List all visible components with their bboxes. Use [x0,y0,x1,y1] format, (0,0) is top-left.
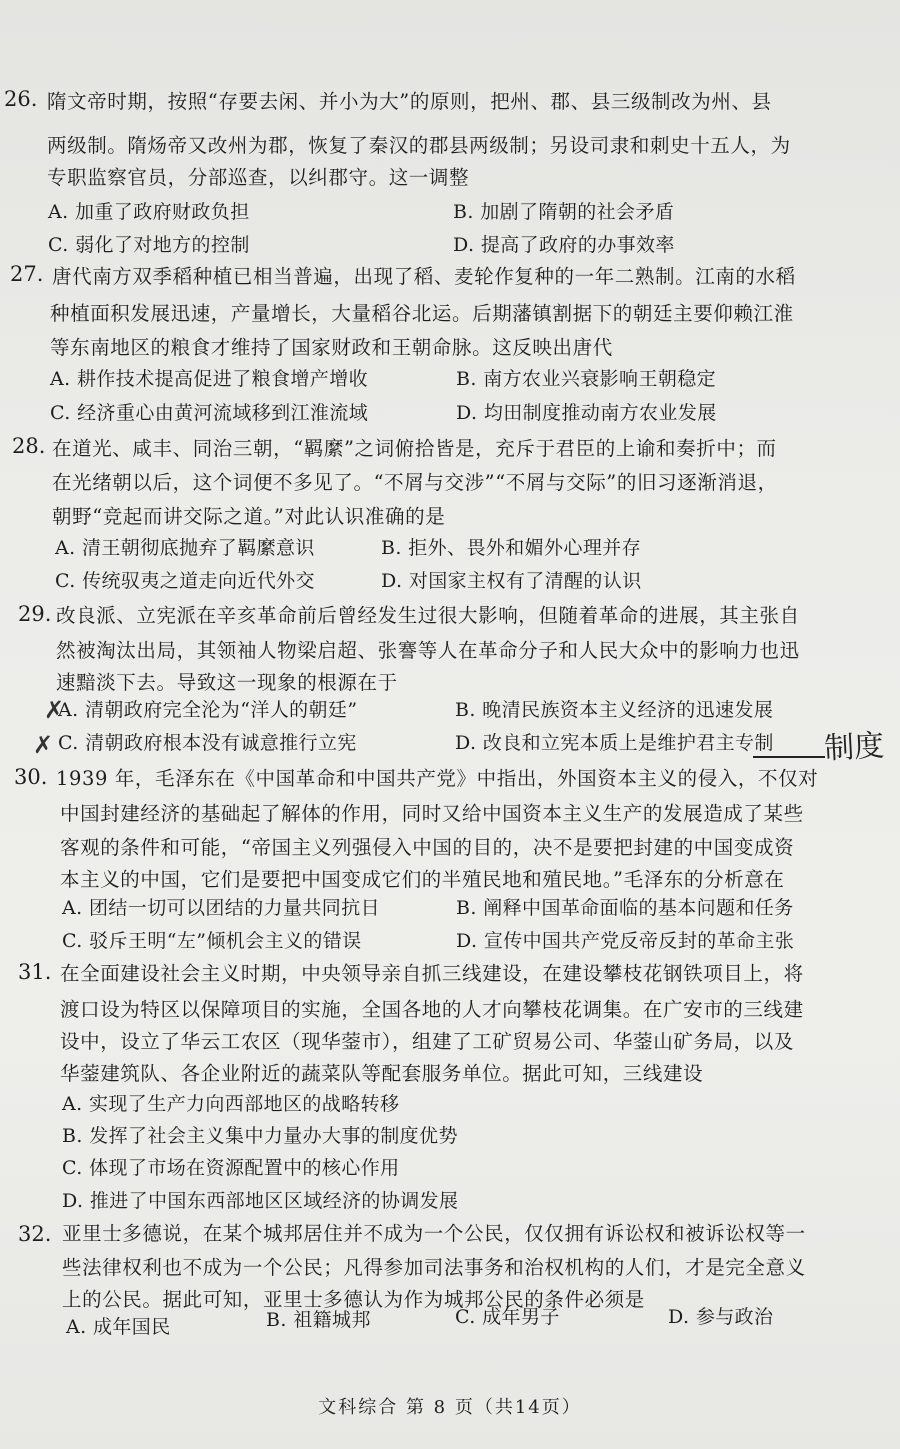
question-text-line: 在光绪朝以后，这个词便不多见了。“不屑与交涉”“不屑与交际”的旧习逐渐消退， [52,471,778,494]
option-a: A. 清王朝彻底抛弃了羁縻意识 [55,537,315,559]
option-d: D. 推进了中国东西部地区区域经济的协调发展 [62,1190,459,1212]
option-a: A. 团结一切可以团结的力量共同抗日 [62,897,381,919]
question-number: 27. [10,262,44,286]
option-a: A. 清朝政府完全沦为“洋人的朝廷” [58,699,358,721]
option-c: C. 传统驭夷之道走向近代外交 [55,570,315,592]
question-text-line: 些法律权利也不成为一个公民；凡得参加司法事务和治权机构的人们，才是完全意义 [62,1256,806,1279]
question-text-line: 亚里士多德说，在某个城邦居住并不成为一个公民，仅仅拥有诉讼权和被诉讼权等一 [62,1222,806,1245]
question-number: 26. [4,87,38,111]
option-b: B. 祖籍城邦 [266,1309,371,1331]
question-text-line: 唐代南方双季稻种植已相当普遍，出现了稻、麦轮作复种的一年二熟制。江南的水稻 [52,265,796,288]
option-a: A. 成年国民 [66,1316,171,1338]
option-c: C. 体现了市场在资源配置中的核心作用 [62,1157,400,1179]
question-text-line: 在道光、咸丰、同治三朝，“羁縻”之词俯拾皆是，充斥于君臣的上谕和奏折中；而 [52,437,777,460]
question-text-line: 渡口设为特区以保障项目的实施，全国各地的人才向攀枝花调集。在广安市的三线建 [60,998,804,1021]
question-text-line: 专职监察官员，分部巡查，以纠郡守。这一调整 [47,166,470,189]
option-d: D. 对国家主权有了清醒的认识 [381,570,642,592]
option-b: B. 加剧了隋朝的社会矛盾 [453,201,675,223]
option-d: D. 改良和立宪本质上是维护君主专制 [455,732,774,754]
option-b: B. 拒外、畏外和媚外心理并存 [381,537,642,559]
option-c: C. 驳斥王明“左”倾机会主义的错误 [62,930,362,952]
option-d: D. 提高了政府的办事效率 [453,234,675,256]
question-number: 31. [18,960,52,984]
option-c: C. 弱化了对地方的控制 [48,234,250,256]
question-text-line: 设中，设立了华云工农区（现华蓥市），组建了工矿贸易公司、华蓥山矿务局，以及 [60,1030,794,1053]
option-b: B. 阐释中国革命面临的基本问题和任务 [456,897,794,919]
question-number: 28. [12,434,46,458]
question-text-line: 改良派、立宪派在辛亥革命前后曾经发生过很大影响，但随着革命的进展，其主张自 [56,604,800,627]
underline-mark [753,756,825,758]
question-number: 29. [18,602,52,626]
question-text-line: 上的公民。据此可知，亚里士多德认为作为城邦公民的条件必须是 [62,1288,645,1311]
option-c: C. 经济重心由黄河流域移到江淮流域 [50,402,369,424]
option-a: A. 加重了政府财政负担 [48,201,250,223]
option-b: B. 南方农业兴衰影响王朝稳定 [456,368,717,390]
option-b: B. 晚清民族资本主义经济的迅速发展 [455,699,774,721]
option-b: B. 发挥了社会主义集中力量办大事的制度优势 [62,1125,458,1147]
option-d: D. 宣传中国共产党反帝反封的革命主张 [456,930,795,952]
option-d: D. 参与政治 [668,1306,774,1328]
question-text-line: 种植面积发展迅速，产量增长，大量稻谷北运。后期藩镇割据下的朝廷主要仰赖江淮 [50,302,794,325]
question-text-line: 隋文帝时期，按照“存要去闲、并小为大”的原则，把州、郡、县三级制改为州、县 [47,90,772,113]
question-text-line: 等东南地区的粮食才维持了国家财政和王朝命脉。这反映出唐代 [50,336,613,359]
cross-mark-icon: ✗ [44,696,65,724]
page-footer: 文科综合 第 8 页（共14页） [318,1397,582,1418]
option-a: A. 实现了生产力向西部地区的战略转移 [62,1093,400,1115]
question-text-line: 1939 年，毛泽东在《中国革命和中国共产党》中指出，外国资本主义的侵入，不仅对 [56,767,819,790]
question-text-line: 本主义的中国，它们是要把中国变成它们的半殖民地和殖民地。”毛泽东的分析意在 [60,868,785,891]
option-c: C. 清朝政府根本没有诚意推行立宪 [58,732,357,754]
question-text-line: 然被淘汰出局，其领袖人物梁启超、张謇等人在革命分子和人民大众中的影响力也迅 [56,639,800,662]
question-text-line: 两级制。隋炀帝又改州为郡，恢复了秦汉的郡县两级制；另设司隶和刺史十五人，为 [47,134,791,157]
option-a: A. 耕作技术提高促进了粮食增产增收 [50,368,369,390]
cross-mark-icon: ✗ [33,731,54,759]
handwritten-note: 制度 [823,728,886,767]
question-text-line: 朝野“竞起而讲交际之道。”对此认识准确的是 [52,505,446,528]
question-text-line: 在全面建设社会主义时期，中央领导亲自抓三线建设，在建设攀枝花钢铁项目上，将 [60,962,804,985]
question-text-line: 速黯淡下去。导致这一现象的根源在于 [56,671,398,694]
question-number: 30. [14,765,48,789]
question-text-line: 客观的条件和可能，“帝国主义列强侵入中国的目的，决不是要把封建的中国变成资 [60,836,795,859]
question-text-line: 中国封建经济的基础起了解体的作用，同时又给中国资本主义生产的发展造成了某些 [60,802,804,825]
option-c: C. 成年男子 [455,1306,560,1328]
question-text-line: 华蓥建筑队、各企业附近的蔬菜队等配套服务单位。据此可知，三线建设 [60,1062,704,1085]
question-number: 32. [18,1222,52,1246]
option-d: D. 均田制度推动南方农业发展 [456,402,717,424]
